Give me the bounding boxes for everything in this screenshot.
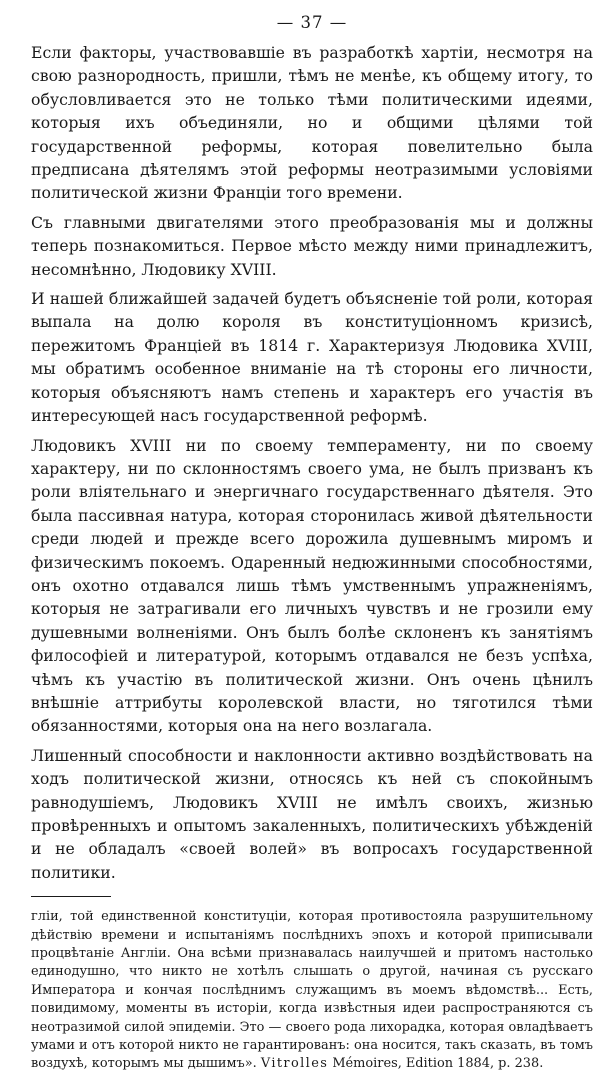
page-number: — 37 — — [276, 13, 348, 32]
footnote-source-author: Vitrolles — [260, 1056, 329, 1072]
paragraph-3: И нашей ближайшей задачей будетъ объясненіе той роли, которая выпала на долю короля въ конституціонномъ кризисѣ, пережитомъ Франціей въ 1814 г. Характеризуя Людовика XVIII, мы обратимъ особенное вниманіе на тѣ стороны его личности, которыя объясняютъ намъ степень и характеръ его участія въ интересующей насъ государственной реформѣ. — [31, 289, 593, 426]
footnote-divider — [31, 896, 111, 897]
paragraph-1: Если факторы, участвовавшіе въ разработкѣ хартіи, несмотря на свою разнородность, пришли, тѣмъ не менѣе, къ общему итогу, то обусловливается это не только тѣми политическими идеями, которыя ихъ объединяли, но и общими цѣлями той государственной реформы, которая повелительно была предписана дѣятелямъ этой реформы неотразимыми условіями политической жизни Франціи того времени. — [31, 43, 593, 203]
footnote-source-edition: , Edition 1884, p. 238. — [397, 1056, 544, 1072]
paragraph-5: Лишенный способности и наклонности активно воздѣйствовать на ходъ политической жизни, относясь къ ней съ спокойнымъ равнодушіемъ, Людовикъ XVIII не имѣлъ своихъ, жизнью провѣренныхъ и опытомъ закаленныхъ, политическихъ убѣжденій и не обладалъ «своей волей» въ вопросахъ государственной политики. — [31, 745, 593, 882]
paragraph-4: Людовикъ XVIII ни по своему темпераменту, ни по своему характеру, ни по склонностямъ своего ума, не былъ призванъ къ роли вліятельнаго и энергичнаго государственнаго дѣятеля. Это была пассивная натура, которая сторонилась живой дѣятельности среди людей и прежде всего дорожила душевнымъ миромъ и физическимъ покоемъ. Одаренный недюжинными способностями, онъ охотно отдавался лишь тѣмъ умственнымъ упражненіямъ, которыя не затрагивали его личныхъ чувствъ и не грозили ему душевными волненіями. Онъ былъ болѣе склоненъ къ занятіямъ философіей и литературой, которымъ отдавался не безъ успѣха, чѣмъ къ участію въ политической жизни. Онъ очень цѣнилъ внѣшніе аттрибуты королевской власти, но тяготился тѣми обязанностями, которыя она на него возлагала. — [31, 435, 593, 736]
main-text — [31, 41, 593, 884]
document-page — [31, 10, 593, 1074]
paragraph-2: Съ главными двигателями этого преобразованія мы и должны теперь познакомиться. Первое мѣсто между ними принадлежитъ, несомнѣнно, Людовику XVIII. — [31, 212, 593, 279]
footnote-source-title: Mémoires — [332, 1056, 398, 1072]
footnote — [31, 908, 593, 1074]
footnote-text: гліи, той единственной конституціи, которая противостояла разрушительному дѣйствію времени и испытаніямъ послѣднихъ эпохъ и которой приписывали процвѣтаніе Англіи. Она всѣми признавалась наилучшей и притомъ настолько единодушно, что никто не хотѣлъ слышать о другой, начиная съ русскаго Императора и кончая послѣднимъ служащимъ въ моемъ вѣдомствѣ... Есть, повидимому, моменты въ исторіи, когда извѣстныя идеи распространяются съ неотразимой силой эпидеміи. Это — своего рода лихорадка, которая овладѣваетъ умами и отъ которой никто не гарантированъ: она носится, такъ сказать, въ томъ воздухѣ, которымъ мы дышимъ». — [31, 909, 593, 1072]
